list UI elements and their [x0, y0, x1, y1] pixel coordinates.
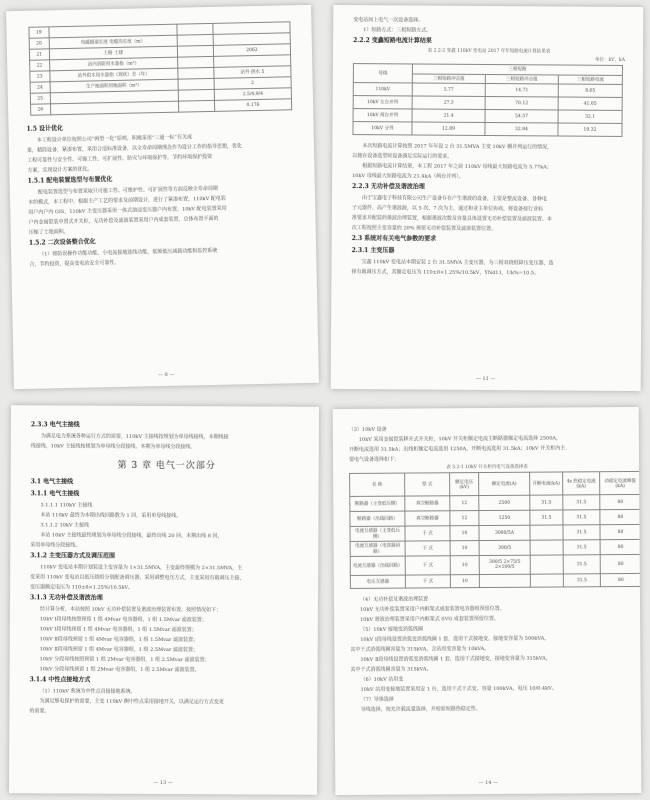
paragraph-line: （6）10kV 站用变 [360, 676, 404, 683]
paragraph-line: 压缩了土地面积。 [28, 228, 69, 236]
page-number: — 13 — [153, 779, 173, 787]
table-row: 25 2.5/4.9/4 [30, 88, 291, 104]
paragraph-line: 工程可靠性与安全性、可施工性、可扩展性、防灾与环境保护等，节约环境保护投资 [27, 153, 213, 164]
table-row: 电流互感器（出线回路） 干 式 10 300/5 2×75/5 2×100/5 31.5 80 [350, 554, 641, 575]
paragraph-line: 本次短路电流计算按照 2017 年年设 2 台 31.5MVA 主变 10kV 侧并列运行的情况， [362, 143, 553, 151]
paragraph-line: 110kV 变电站本期计划装设主变容量为 1×31.5MVA，主变最终规模为 2×31.5MVA，主 [40, 564, 243, 572]
paragraph-line: 次工程按照主变容量的 20% 预留无功补偿装置及滤波装置位置。 [351, 225, 497, 233]
short-circuit-table [352, 63, 622, 137]
paragraph-line: 10kV 分段母线预留 1 组 2Mvar 电容器组，1 组 2.5Mvar 滤波装置。 [39, 666, 200, 674]
paragraph-line: 线接线，10kV 主接线按规划为单母线分段接线，本期为单母线分段接线。 [30, 443, 196, 451]
paragraph-line: （1）110kV 系统为中性点直接接地系统。 [39, 688, 136, 695]
paragraph-line: 10kV 谐波治理装置采用户内框架式 SVG 成套装置预留位置。 [360, 615, 499, 623]
paragraph-line: 10kV Ⅱ段母线设置消弧变消弧线圈 1 套，选用干式接地变，接地变容量为 315kVA， [360, 655, 551, 663]
document-page-2 [331, 5, 644, 391]
paragraph-line: 为满足电力系统各种运行方式的需要，110kV 主接线按规划为单母线接线，本期线接 [40, 433, 229, 441]
table-row: 26 0.176 [31, 99, 292, 115]
paragraph-line: 1）短路方式：三相短路方式。 [363, 27, 432, 34]
page-number: — 14 — [478, 779, 499, 787]
table-caption: 表 3.2-1 10kV 开关柜内电气设备选择表 [446, 464, 528, 471]
table-header-row: 母线 三相短路 [353, 64, 622, 75]
section-heading: 2.3.1 主变压器 [351, 247, 395, 255]
document-page-4 [333, 407, 642, 795]
table-row: 电流互感器（电容器回路） 干 式 10 300/5 31.5 80 [350, 539, 641, 556]
paragraph-line: （4）无功补偿及谐波治理装置 [359, 596, 429, 603]
paragraph-line: 开断电流选用 31.5kA；出线柜额定电流选用 1250A，开断电流选用 31.5kA；10kV 开关柜内主 [348, 445, 566, 453]
paragraph-line: 变采用 110kV 变电站以低压绕组分别配备调压器，采用调整电压方式，主变采用有载调压主接， [30, 574, 245, 582]
section-heading: 3.1.4 中性点接地方式 [29, 676, 91, 684]
paragraph-line: 10kV 站用变接地装置采用安 1 台，选用干式干式变，容量 100kVA，电压 10/0.4kV。 [360, 685, 557, 693]
table-row: 电流互感器（主变低压侧） 干 式 10 3000/5A 31.5 80 [350, 524, 641, 541]
paragraph-line: 要电气设备选择如下： [348, 456, 400, 463]
table-row: 19 [29, 22, 290, 38]
paragraph-line: 配电装置选型与布置采取只可施工性、可维护性、可扩展性等方面反映全寿命周期 [37, 185, 218, 196]
section-heading: 2.3 系统对有关电气参数的要求 [351, 235, 437, 243]
section-heading: 3.1 电气主接线 [30, 478, 74, 486]
paragraph-line: 由于宝鑫电子科技有限公司生产设备存在产生谐波的设备，主要是整流设备、各种电 [361, 195, 548, 203]
paragraph-line: 果，精简设备，紧凑布置，采用合适标准设备，以全寿命周期理念作为设计工作的指导思想，优化 [26, 143, 243, 154]
paragraph-line: 3.1.1.1 110kV 主接线 [40, 502, 93, 509]
paragraph-line: 10kV 采用金属铠装移开式开关柜，10kV 开关柜额定电流主断路器额定电流选择 2500A， [358, 435, 562, 443]
paragraph-line: 变压器额定电压为 110±8×1.25%/10.5kV。 [30, 584, 134, 591]
section-heading: 2.3.3 电气主接线 [30, 421, 80, 429]
table-row: 110kV 5.77 14.71 8.65 [353, 83, 622, 98]
paragraph-line: 择有载调压方式，其额定电压为 110±8×1.25%/10.5kV，YNd11，Uk%=10.5。 [351, 269, 540, 277]
paragraph-line: （7）导体选择 [360, 696, 394, 703]
table-row: 电压互感器 干 式 10 31.5 80 [350, 573, 641, 588]
section-heading: 2.2.2 变鑫短路电流计算结果 [353, 37, 432, 45]
paragraph-line: 10kV Ⅰ段母线预留 1 组 4Mvar 电容器组，1 组 1.5Mvar 滤波装置； [39, 626, 197, 634]
paragraph-line: 经计算分析，本站按照 10kV 无功补偿装置及谐波治理装置布置，按照情况如下： [39, 606, 222, 614]
paragraph-line: 10kV Ⅱ段母线预留 1 组 4Mvar 电容器组，1 组 2.5Mvar 滤波装置； [39, 646, 199, 654]
table-row: 24 生产地面积用地面积（m²） 2 [30, 77, 291, 93]
page-3-content [29, 419, 303, 717]
document-page-1 [6, 5, 319, 389]
page-number: — 11 — [475, 375, 496, 383]
paragraph-line: 导线选择，按允许载流量选择，并校验短路热稳定性。 [360, 706, 481, 713]
table-row: 10kV 左台并列 27.3 70.12 41.05 [353, 96, 622, 111]
table-row: 10kV 分列 12.89 32.84 19.32 [353, 122, 622, 137]
paragraph-line: 本工程设计单位按照公司“两型一化”原则，积极采用“三通一标”有关成 [36, 134, 193, 144]
table-row: 21 土路 土建 2063 [29, 44, 290, 60]
paragraph-line: 用户内户内 GIS，110kV 主变压器采用一体式油浸变压器户内布置，10kV 配电装置采用 [28, 205, 227, 216]
table-row: 断路器（主变低压侧） 真空断路器 12 2500 31.5 31.5 80 [350, 494, 641, 511]
page-2-content [351, 15, 625, 279]
paragraph-line: 10kV 无功补偿装置采用户内框架式成套装置电容器组预留位置。 [360, 605, 505, 613]
section-heading: 1.5.2 二次设备整合优化 [28, 238, 96, 247]
paragraph-line: 宝鑫 110kV 变电站本期安装 2 台 31.5MVA 主变压器，为三相双绕组降压变压器，选 [361, 259, 554, 267]
paragraph-line: 3.1.1.2 10kV 主接线 [40, 522, 90, 529]
paragraph-line: 本站 10kV 主接线最终规划为单母线分段接线，最终出线 20 回，本期出线 8 回， [40, 532, 223, 540]
paragraph-line: 10kV Ⅱ段母线预留 1 组 4Mvar 电容器组，1 组 1.5Mvar 滤波装置； [39, 636, 199, 644]
table-row: 20 电缆隧道长度 电缆沟长度（m） [29, 33, 290, 49]
page-1-content [24, 21, 299, 270]
table-header-row: 三相短路冲击值 三相短路冲击值 三相短路电流 [353, 73, 622, 84]
paragraph-line: （5）10kV 接地变消弧线圈 [360, 626, 423, 633]
table-row: 22 站内消防用水量指（m³） [30, 55, 291, 71]
paragraph-line: 10kV 母线最大短路电流为 21.4kA（两台并列）。 [352, 173, 464, 180]
equipment-table [349, 471, 641, 589]
section-heading: 3.1.2 主变压器方式及调压范围 [30, 552, 116, 560]
paragraph-line: 根据短路电流计算结果，本工程 2017 年之前 110kV 母线最大短路电流为 5.77kA； [362, 163, 552, 171]
paragraph-line: 10kV 分段母线按照预留 1 组 2Mvar 电容器组，1 组 2.5Mvar 滤波装置； [39, 656, 210, 664]
table-unit: 单位：kV，kA [594, 57, 625, 63]
paragraph-line: 准要求并配装的谐波治理装置，根据谐波次数及容量具体设置无功补偿装置及滤波装置。本 [351, 215, 552, 223]
table-caption: 表 2.2-2 变鑫 110kV 变电站 2017 年年短路电流计算结果表 [427, 48, 551, 55]
paragraph-line: 10kV Ⅰ段母线设置消弧变消弧线圈 1 套，选用干式接地变，接地变容量为 500kVA， [360, 635, 550, 643]
paragraph-line: 户内金属铠装中置式开关柜，无功补偿及滤波装置采用户内成套装置，总体布置平面的 [28, 215, 219, 226]
paragraph-line: 为满足继电保护的需要，主变 110kV 侧中性点采用接地开关，以满足运行方式变更 [39, 698, 224, 706]
section-heading: 1.5.1 配电装置选型与布置优化 [27, 176, 113, 185]
paragraph-line: 子元器件、高产生谐波源，以 5 次、7 次为主，通过和业主单位协商，将设备按行业标 [351, 205, 544, 213]
section-heading: 3.1.3 无功补偿及谐波治理 [29, 594, 103, 602]
chapter-title: 第 3 章 电气一次部分 [117, 460, 216, 472]
statistics-table [28, 21, 292, 115]
table-header-row: 名 称 型 式 额定电压(kV) 额定电流(A) 开断电流(kA) 4s 热稳定电流(kA) 动稳定电流峰值(kA) [350, 471, 641, 496]
paragraph-line: 合，节约投资，提高变电站安全可靠性。 [29, 259, 120, 268]
paragraph-line: 10kV Ⅰ段母线按照预留 1 组 4Mvar 电容器组，1 组 1.5Mvar 滤波装置； [39, 616, 207, 624]
table-row: 10kV 两台并列 21.4 54.57 32.1 [353, 109, 622, 124]
section-heading: 1.5 设计优化 [26, 125, 64, 133]
table-row: 23 站外供水用水量指（现状）全（年） 站外 供水 5 [30, 66, 291, 82]
section-heading: 3.1.1 电气主接线 [30, 490, 80, 498]
paragraph-line: 其中干式消弧线圈容量为 315kVA。 [350, 666, 432, 673]
table-row: 断路器（出线回路） 真空断路器 12 1250 31.5 31.5 80 [350, 509, 641, 526]
section-heading: 2.2.3 无功补偿及谐波治理 [352, 183, 425, 191]
paragraph-line: 本站 110kV 最终为本期出线回路数为 1 回，采用单母线接线。 [40, 512, 182, 520]
paragraph-line: 变电站间上电气一次设备选择。 [353, 17, 424, 24]
document-page-3 [9, 405, 319, 795]
paragraph-line: 方案，实现设计方案的优化。 [27, 166, 93, 174]
page-number: — 8 — [157, 371, 175, 379]
paragraph-line: 其中干式消弧线圈容量为 315kVA，含站用变容量为 10kVA。 [350, 645, 490, 653]
paragraph-line: 本的模式，本工程中，根据主产工艺的要求及前期设计，进行了紧凑布置，110kV 配电装 [28, 195, 226, 206]
paragraph-line: （3）10kV 设备 [348, 426, 387, 433]
page-4-content [348, 423, 636, 715]
paragraph-line: 采用单母线分段接线。 [30, 542, 81, 549]
paragraph-line: 的需要。 [29, 708, 50, 715]
paragraph-line: 以便在设备选型时设备满足实际运行的要求。 [352, 153, 453, 160]
paragraph-line: （1）将防误操作功能功能，小电流接地选线功能，低频低压减载功能和监控系统 [39, 247, 218, 258]
